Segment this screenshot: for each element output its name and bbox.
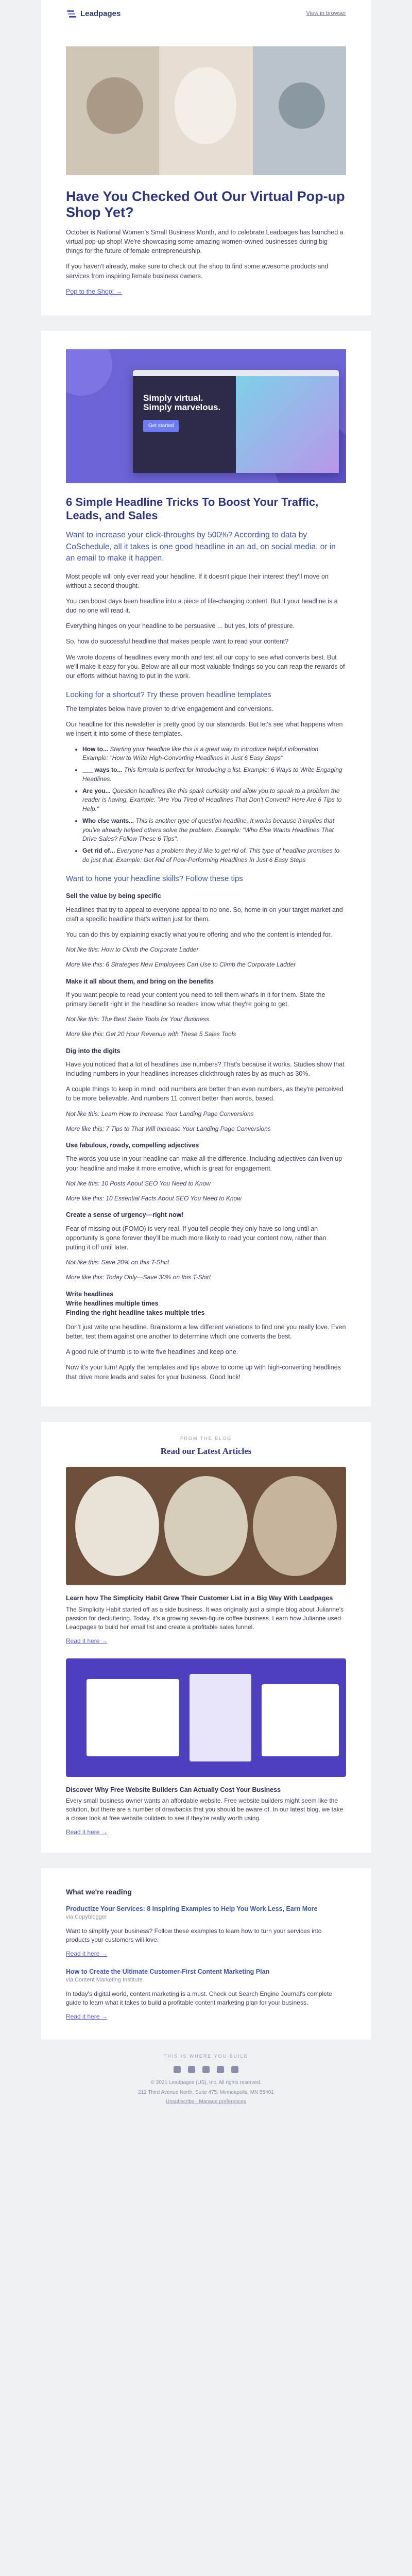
list-item: • ___ ways to... This formula is perfect for introducing a list. Example: 6 Ways to Write Engaging Headlines. xyxy=(82,766,346,784)
reading-title: What we're reading xyxy=(66,1887,132,1896)
article-2-image xyxy=(66,1658,346,1777)
article-2-read-link[interactable]: Read it here → xyxy=(66,1828,108,1836)
article-1-image xyxy=(66,1467,346,1585)
list-item: • Get rid of... Everyone has a problem they'd like to get rid of. This type of headline promises to do just that. Example: Get Rid of Poor-Performing Headlines In Just 6 Easy Steps xyxy=(82,846,346,865)
hero-title: Have You Checked Out Our Virtual Pop-up Shop Yet? xyxy=(66,189,345,221)
plain-line: Write headlines xyxy=(66,1290,114,1298)
tip-paragraph: If you want people to read your content you need to tell them what's in it for them. State the primary benefit right in the headline so readers know what they're going to get. xyxy=(66,991,325,1008)
hero-paragraph: If you haven't already, make sure to check out the shop to find some awesome products and services from inspiring female business owners. xyxy=(66,263,329,280)
copyright: © 2021 Leadpages (US), Inc. All rights reserved. xyxy=(150,2080,262,2086)
tip-example: Not like this: The Best Swim Tools for Your Business xyxy=(66,1015,210,1023)
article-paragraph: You can boost days been headline into a piece of life-changing content. But if your headline is a dud no one will read it. xyxy=(66,598,338,615)
article-paragraph: We wrote dozens of headlines every month and test all our copy to see what converts best. But we'll make it easy for you. Below are all our most valuable findings so you can reap the rewards of our efforts without having to put in the work. xyxy=(66,653,345,680)
subheading-tips: Want to hone your headline skills? Follow these tips xyxy=(66,874,243,884)
tip-paragraph: Have you noticed that a lot of headlines use numbers? That's because it works. Studies show that including numbers in your headlines increases clickthrough rates by as much as 30%. xyxy=(66,1061,345,1078)
twitter-icon[interactable] xyxy=(188,2066,195,2073)
pop-to-shop-link[interactable]: Pop to the Shop! → xyxy=(66,287,123,295)
article-headline: 6 Simple Headline Tricks To Boost Your Traffic, Leads, and Sales xyxy=(66,495,319,522)
article-1-read-link[interactable]: Read it here → xyxy=(66,1637,108,1645)
reading-1-link[interactable]: Read it here → xyxy=(66,1950,108,1957)
tip-example: Not like this: Save 20% on this T-Shirt xyxy=(66,1258,169,1266)
list-item: • Are you... Question headlines like this spark curiosity and allow you to speak to a problem the reader is having. Example: "Are You Tired of Headlines That Don't Convert? Here Are 6 Tips to Help." xyxy=(82,787,346,814)
tip-heading: Dig into the digits xyxy=(66,1047,121,1055)
tip-paragraph: The words you use in your headline can make all the difference. Including adjectives can liven up your headline and make it more emotive, which is great for engagement. xyxy=(66,1155,342,1172)
article-paragraph: Everything hinges on your headline to be persuasive ... but yes, lots of pressure. xyxy=(66,622,295,630)
linkedin-icon[interactable] xyxy=(217,2066,224,2073)
reading-2-link[interactable]: Read it here → xyxy=(66,2012,108,2020)
tip-example: Not like this: 10 Posts About SEO You Need to Know xyxy=(66,1179,211,1187)
article-lead: Want to increase your click-throughs by 500%? According to data by CoSchedule, all it takes is one good headline in an ad, on social media, or in an email to make it happen. xyxy=(66,531,336,563)
plain-line: Write headlines multiple times xyxy=(66,1299,159,1307)
leadpages-logo-icon xyxy=(66,8,77,20)
reading-2-source: via Content Marketing Institute xyxy=(66,1976,143,1983)
tip-example: More like this: 10 Essential Facts About SEO You Need to Know xyxy=(66,1195,242,1202)
footer xyxy=(41,2040,371,2129)
reading-1-title[interactable]: Productize Your Services: 8 Inspiring Examples to Help You Work Less, Earn More xyxy=(66,1905,318,1912)
plain-line: Finding the right headline takes multiple tries xyxy=(66,1309,205,1316)
tip-paragraph: A couple things to keep in mind: odd numbers are better than even numbers, as they're perceived to be more believable. And numbers 11 convert better than words, based. xyxy=(66,1086,344,1103)
unsubscribe-link[interactable]: Unsubscribe · Manage preferences xyxy=(165,2099,247,2105)
list-item: • How to... Starting your headline like this is a great way to introduce helpful information. Example: "How to Write High-Converting Headlines in Just 6 Easy Steps" xyxy=(82,745,346,763)
article-paragraph: So, how do successful headline that makes people want to read your content? xyxy=(66,638,289,646)
tip-example: More like this: 6 Strategies New Employees Can Use to Climb the Corporate Ladder xyxy=(66,961,296,969)
list-item: • Who else wants... This is another type of question headline. It works because it implies that you've already helped others solve the problem. Example: "Who Else Wants Headlines That Drive Sales? Follow These 6 Tips". xyxy=(82,817,346,843)
hero-paragraph: October is National Women's Small Business Month, and to celebrate Leadpages has launched a virtual pop-up shop! We're showcasing some amazing women-owned businesses during big things for the future of female entrepreneurship. xyxy=(66,229,344,255)
article-paragraph: The templates below have proven to drive engagement and conversions. xyxy=(66,705,274,713)
article-section xyxy=(41,331,371,1406)
section-title: Read our Latest Articles xyxy=(160,1446,252,1456)
tip-example: More like this: Today Only—Save 30% on this T-Shirt xyxy=(66,1274,211,1281)
tip-paragraph: Fear of missing out (FOMO) is very real. If you tell people they only have so long until an opportunity is gone forever they'll be much more likely to read your content now, rather than putting it off until later. xyxy=(66,1225,327,1251)
tip-example: More like this: Get 20 Hour Revenue with These 5 Sales Tools xyxy=(66,1030,236,1038)
article-paragraph: Most people will only ever read your headline. If it doesn't pique their interest they'll move on without a second thought. xyxy=(66,572,329,589)
hero-section xyxy=(41,28,371,315)
tip-example: Not like this: Learn How to Increase Your Landing Page Conversions xyxy=(66,1110,254,1117)
headline-lines xyxy=(66,1290,346,1317)
view-in-browser-link[interactable]: View in browser xyxy=(306,10,346,17)
tip-heading: Sell the value by being specific xyxy=(66,892,161,900)
article-hero-image: Simply virtual. Simply marvelous. Get started xyxy=(66,349,346,483)
article-1-title[interactable]: Learn how The Simplicity Habit Grew Their Customer List in a Big Way With Leadpages xyxy=(66,1595,333,1602)
reading-1-source: via Copyblogger xyxy=(66,1914,107,1921)
subheading-templates: Looking for a shortcut? Try these proven headline templates xyxy=(66,690,271,699)
tip-heading: Use fabulous, rowdy, compelling adjectives xyxy=(66,1142,199,1149)
address: 212 Third Avenue North, Suite 475, Minneapolis, MN 55401 xyxy=(138,2089,274,2095)
tip-example: More like this: 7 Tips to That Will Increase Your Landing Page Conversions xyxy=(66,1125,271,1132)
section-label: FROM THE BLOG xyxy=(180,1435,232,1441)
article-paragraph: Our headline for this newsletter is pretty good by our standards. But let's see what happens when we insert it into some of these templates. xyxy=(66,721,343,738)
tip-paragraph: You can do this by explaining exactly what you're offering and who the content is intended for. xyxy=(66,930,332,938)
tip-heading: Make it all about them, and bring on the benefits xyxy=(66,977,214,985)
article-paragraph: A good rule of thumb is to write five headlines and keep one. xyxy=(66,1348,238,1356)
latest-articles-section xyxy=(41,1422,371,1853)
header xyxy=(41,0,371,28)
article-1-body: The Simplicity Habit started off as a side business. It was originally just a simple blog about Julianne's passion for decluttering. Today, it's a growing seven-figure coffee business. Learn how Julianne used Leadpages to build her email list and create a profitable sales funnel. xyxy=(66,1605,344,1631)
facebook-icon[interactable] xyxy=(174,2066,181,2073)
tip-example: Not like this: How to Climb the Corporate Ladder xyxy=(66,945,199,953)
youtube-icon[interactable] xyxy=(231,2066,238,2073)
logo-text: Leadpages xyxy=(80,9,121,19)
reading-2-body: In today's digital world, content marketing is a must. Check out Search Engine Journal's complete guide to learn what it takes to build a profitable content marketing plan for your business. xyxy=(66,1990,332,2007)
hero-image xyxy=(66,46,346,175)
footer-label: THIS IS WHERE YOU BUILD xyxy=(163,2054,249,2059)
reading-section xyxy=(41,1868,371,2040)
tip-heading: Create a sense of urgency—right now! xyxy=(66,1211,184,1219)
leadpages-logo[interactable] xyxy=(66,8,121,20)
reading-1-body: Want to simplify your business? Follow these examples to learn how to turn your services into products your customers will love. xyxy=(66,1927,322,1944)
tip-paragraph: Headlines that try to appeal to everyone appeal to no one. So, home in on your target market and craft a specific headline that's written just for them. xyxy=(66,906,343,923)
article-2-title[interactable]: Discover Why Free Website Builders Can Actually Cost Your Business xyxy=(66,1786,281,1793)
article-2-body: Every small business owner wants an affordable website. Free website builders might seem like the solution, but there are a number of drawbacks that you should be aware of. In our latest blog, we take a closer look at free website builders to see if they're really worth using. xyxy=(66,1797,344,1822)
article-paragraph: Don't just write one headline. Brainstorm a few different variations to find one you really love. Even better, test them against one another to determine which one converts the best. xyxy=(66,1324,346,1341)
article-paragraph: Now it's your turn! Apply the templates and tips above to come up with high-converting headlines that drive more leads and sales for your business. Good luck! xyxy=(66,1364,341,1381)
template-list xyxy=(82,745,346,865)
instagram-icon[interactable] xyxy=(202,2066,210,2073)
social-links xyxy=(41,2066,371,2073)
reading-2-title[interactable]: How to Create the Ultimate Customer-First Content Marketing Plan xyxy=(66,1968,270,1975)
